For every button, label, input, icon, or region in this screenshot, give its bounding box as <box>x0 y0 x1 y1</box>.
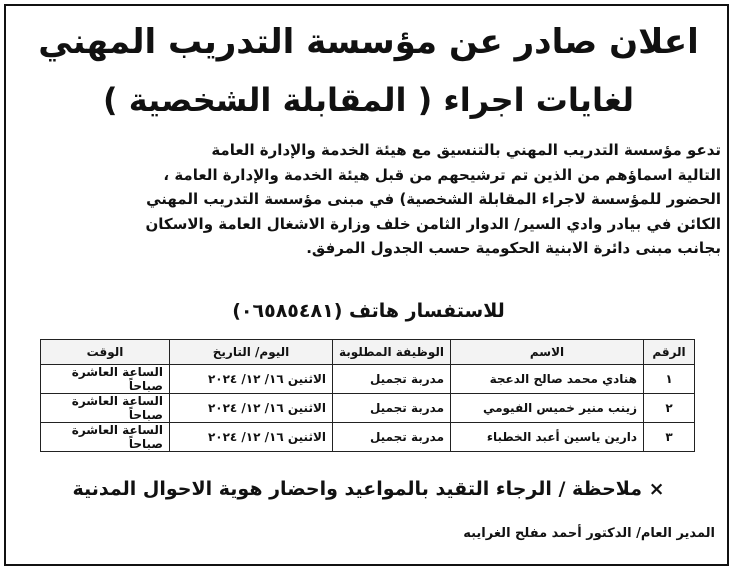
header-job: الوظيفة المطلوبة <box>333 340 451 365</box>
body-line: التالية اسماؤهم من الذين تم ترشيحهم من قبل هيئة الخدمة والإدارة العامة ، <box>163 165 721 184</box>
cell-date: الاثنين ١٦/ ١٢/ ٢٠٢٤ <box>170 394 333 423</box>
cell-time: الساعة العاشرة صباحاً <box>41 394 170 423</box>
cell-job: مدربة تجميل <box>333 365 451 394</box>
body-line: تدعو مؤسسة التدريب المهني بالتنسيق مع هيئة الخدمة والإدارة العامة <box>211 141 721 159</box>
cell-date: الاثنين ١٦/ ١٢/ ٢٠٢٤ <box>170 423 333 452</box>
cell-time: الساعة العاشرة صباحاً <box>41 365 170 394</box>
phone-inquiry: للاستفسار هاتف (٠٦٥٨٥٤٨١) <box>232 300 505 322</box>
cell-job: مدربة تجميل <box>333 394 451 423</box>
table-row <box>41 423 695 452</box>
cell-date: الاثنين ١٦/ ١٢/ ٢٠٢٤ <box>170 365 333 394</box>
header-time: الوقت <box>41 340 170 365</box>
note: × ملاحظة / الرجاء التقيد بالمواعيد واحضار هوية الاحوال المدنية <box>72 478 665 500</box>
cell-time: الساعة العاشرة صباحاً <box>41 423 170 452</box>
table-header-row <box>41 340 695 365</box>
cell-name: دارين ياسين أعبد الخطباء <box>451 423 644 452</box>
candidates-table <box>40 339 695 452</box>
table-row <box>41 365 695 394</box>
header-number: الرقم <box>644 340 695 365</box>
cell-number: ٣ <box>644 423 695 452</box>
title-line-2: لغايات اجراء ( المقابلة الشخصية ) <box>102 81 635 119</box>
table-row <box>41 394 695 423</box>
body-line: الكائن في بيادر وادي السير/ الدوار الثامن خلف وزارة الاشغال العامة والاسكان <box>145 214 721 233</box>
cell-name: هنادي محمد صالح الدعجة <box>451 365 644 394</box>
body-paragraph <box>16 138 721 261</box>
cell-name: زينب منير خميس الفيومي <box>451 394 644 423</box>
body-line: الحضور للمؤسسة لاجراء المقابلة الشخصية) في مبنى مؤسسة التدريب المهني <box>146 190 721 208</box>
cell-number: ١ <box>644 365 695 394</box>
header-name: الاسم <box>451 340 644 365</box>
cell-job: مدربة تجميل <box>333 423 451 452</box>
cell-number: ٢ <box>644 394 695 423</box>
title-line-1: اعلان صادر عن مؤسسة التدريب المهني <box>38 22 699 62</box>
header-date: اليوم/ التاريخ <box>170 340 333 365</box>
signature: المدير العام/ الدكتور أحمد مفلح الغرايبه <box>463 526 715 541</box>
body-line: بجانب مبنى دائرة الابنية الحكومية حسب الجدول المرفق. <box>306 239 721 257</box>
